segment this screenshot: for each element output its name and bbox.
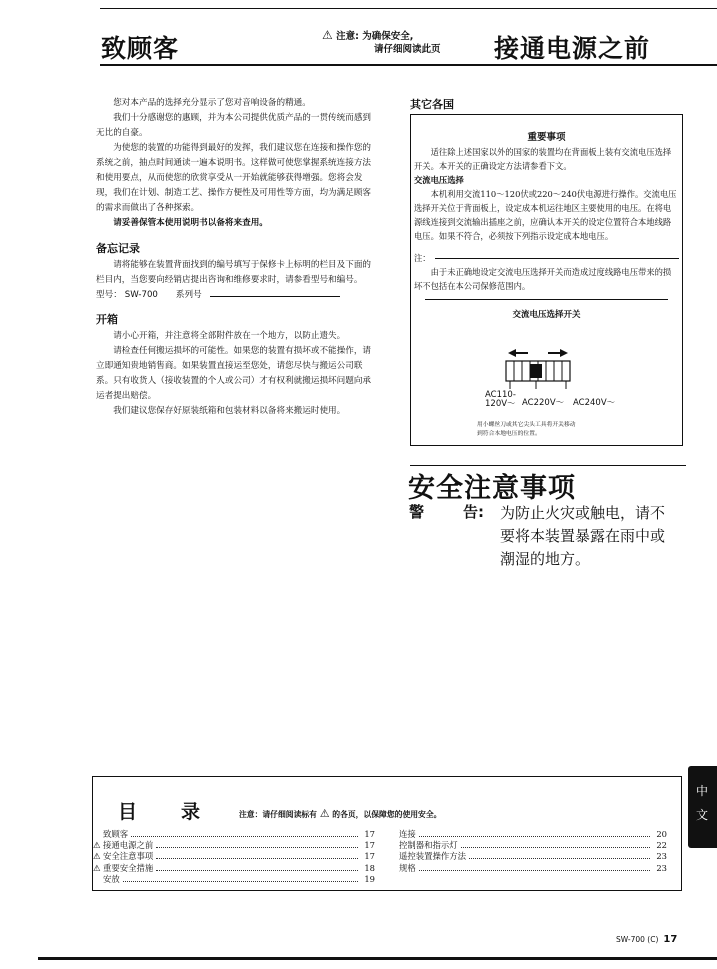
- left-arrow-icon: [508, 349, 528, 357]
- toc-item-page: 17: [364, 829, 375, 839]
- toc-item[interactable]: [93, 840, 375, 851]
- warning-icon: ⚠: [322, 28, 333, 42]
- section-title: 接通电源之前: [494, 34, 651, 63]
- toc-item-title: 安全注意事项: [103, 851, 154, 862]
- intro-paragraph-3: 为使您的装置的功能得到最好的发挥，我们建议您在连接和操作您的系统之前，抽点时间通读一遍本说明书。这样做可使您掌握系统连接方法和使用要点，从而使您的欣赏享受从一开始就能够获得增强。您将会发现，我们在计划、制造工艺、操作方便性及可用性等方面，均为满足顾客的需求而做出了各种探索。: [96, 143, 372, 213]
- toc-item-title: 重要安全措施: [103, 862, 154, 873]
- language-side-tab: [688, 766, 717, 848]
- toc-heading-b: 录: [181, 801, 201, 823]
- side-tab-char-1: 中: [696, 784, 709, 798]
- toc-item-page: 20: [656, 829, 667, 839]
- toc-left-list: [93, 829, 375, 885]
- toc-item[interactable]: [93, 851, 375, 862]
- toc-item-page: 17: [364, 840, 375, 851]
- serial-blank: [210, 296, 340, 297]
- toc-item-mark: ⚠: [93, 851, 101, 862]
- warning-line-2: 请仔细阅读此页: [374, 44, 441, 55]
- right-arrow-icon: [548, 349, 568, 357]
- toc-item-page: 22: [656, 840, 667, 851]
- toc-box: [92, 776, 682, 891]
- side-tab-char-2: 文: [696, 808, 709, 822]
- note-label: 注：: [414, 253, 431, 263]
- toc-item-title: 控制器和指示灯: [399, 840, 458, 851]
- toc-item[interactable]: [399, 851, 667, 862]
- toc-item-page: 23: [656, 862, 667, 873]
- memo-text: 请将能够在装置背面找到的编号填写于保修卡上标明的栏目及下面的栏目内，当您要向经销店提出咨询和维修要求时，请参看型号和编号。: [96, 260, 372, 285]
- warning-line-1: 为确保安全,: [362, 31, 414, 42]
- toc-warning-icon: ⚠: [319, 807, 330, 820]
- safety-line-1: 为防止火灾或触电，请不: [500, 504, 666, 522]
- important-text: 适往除上述国家以外的国家的装置均在背面板上装有交流电压选择开关。本开关的正确设定方法请参看下文。: [414, 147, 672, 171]
- unpack-heading: 开箱: [96, 313, 118, 326]
- safety-warn-label-a: 警: [409, 503, 425, 521]
- unpack-paragraph-2: 请检查任何搬运损坏的可能性。如果您的装置有损坏或不能操作，请立即通知贵地销售商。如果装置直接运至您处，请您尽快与搬运公司联系。只有收货人（接收装置的个人或公司）才有权利就搬运损坏问题向承运者提出赔偿。: [96, 346, 372, 401]
- note-rule: [435, 258, 679, 259]
- page-number: 17: [663, 934, 678, 945]
- toc-item-title: 遥控装置操作方法: [399, 851, 466, 862]
- intro-paragraph-1: 您对本产品的选择充分显示了您对音响设备的精通。: [113, 98, 311, 108]
- memo-heading: 备忘记录: [96, 242, 140, 255]
- toc-item-page: 19: [364, 873, 375, 884]
- keep-note: 请妥善保管本使用说明书以备将来查用。: [113, 218, 268, 228]
- toc-item-title: 规格: [399, 862, 416, 873]
- toc-note: [239, 807, 441, 820]
- toc-note-pre: 注意：请仔细阅读标有: [239, 810, 317, 819]
- box-divider: [425, 299, 668, 300]
- safety-warning-text: [500, 502, 665, 571]
- header-warning: [322, 29, 441, 56]
- model-value: SW-700: [124, 290, 158, 300]
- safety-warn-label-b: 告:: [463, 503, 484, 521]
- page-title: 致顾客: [101, 34, 180, 63]
- toc-item-page: 17: [364, 851, 375, 862]
- switch-caption-line-2: 到符合本地电压的位置。: [477, 431, 541, 437]
- left-column: [96, 96, 378, 419]
- label-ac110-line-2: 120V～: [485, 399, 516, 409]
- toc-heading-a: 目: [118, 801, 138, 823]
- toc-item-mark: ⚠: [93, 862, 101, 873]
- toc-item[interactable]: [399, 829, 667, 840]
- important-title: 重要事项: [527, 132, 566, 143]
- switch-caption-line-1: 用小螺丝刀或其它尖头工具将开关移动: [477, 422, 576, 428]
- selection-heading: 交流电压选择: [414, 175, 464, 185]
- toc-item[interactable]: [93, 874, 375, 885]
- toc-note-post: 的各页，以保障您的使用安全。: [332, 810, 442, 819]
- warning-label: 注意:: [336, 31, 359, 42]
- important-box: [410, 114, 683, 446]
- toc-item-mark: ⚠: [93, 840, 101, 851]
- label-ac110-line-1: AC110-: [485, 390, 516, 400]
- toc-item-title: 致顾客: [103, 829, 129, 839]
- unpack-paragraph-3: 我们建议您保存好原装纸箱和包装材料以备将来搬运时使用。: [113, 406, 346, 416]
- safety-line-3: 潮湿的地方。: [500, 550, 591, 568]
- toc-item[interactable]: [399, 840, 667, 851]
- label-ac220: AC220V～: [522, 398, 565, 408]
- toc-item[interactable]: [93, 863, 375, 874]
- safety-line-2: 要将本装置暴露在雨中或: [500, 527, 666, 545]
- switch-title: 交流电压选择开关: [512, 310, 581, 320]
- switch-caption: [477, 421, 576, 439]
- selection-text: 本机利用交流110～120伏或220～240伏电源进行操作。交流电压选择开关位于背面板上，设定成本机运往地区主要使用的电压。在将电源线连接到交流输出插座之前，应确认本开关的设定位置符合本地线路电压。如果不符合，必须按下列指示设定成本地电压。: [414, 189, 677, 241]
- toc-item-title: 安放: [103, 873, 120, 884]
- switch-body: [506, 361, 570, 389]
- note-row: [414, 251, 679, 265]
- serial-label: 系列号: [175, 290, 202, 300]
- toc-item-page: 18: [364, 862, 375, 873]
- toc-right-list: [399, 829, 667, 874]
- voltage-switch-diagram: [486, 345, 606, 389]
- toc-item[interactable]: [93, 829, 375, 840]
- other-countries-heading: 其它各国: [410, 98, 454, 111]
- note-text: 由于未正确地设定交流电压选择开关而造成过度线路电压带来的损坏不包括在本公司保修范围内。: [414, 267, 672, 291]
- label-ac240: AC240V～: [573, 398, 616, 408]
- intro-paragraph-2: 我们十分感谢您的惠顾，并为本公司提供优质产品的一贯传统而感到无比的自豪。: [96, 113, 372, 138]
- label-ac110: [485, 391, 516, 409]
- toc-item-title: 连接: [399, 829, 416, 839]
- footer-model: SW-700 (C): [616, 935, 659, 944]
- unpack-paragraph-1: 请小心开箱，并注意将全部附件放在一个地方，以防止遗失。: [113, 331, 346, 341]
- model-row: [96, 288, 378, 303]
- safety-title: 安全注意事项: [408, 473, 576, 504]
- toc-item-page: 23: [656, 851, 667, 862]
- footer: [616, 934, 677, 945]
- model-label: 型号：: [96, 290, 122, 300]
- toc-item-title: 接通电源之前: [103, 840, 154, 851]
- toc-item[interactable]: [399, 863, 667, 874]
